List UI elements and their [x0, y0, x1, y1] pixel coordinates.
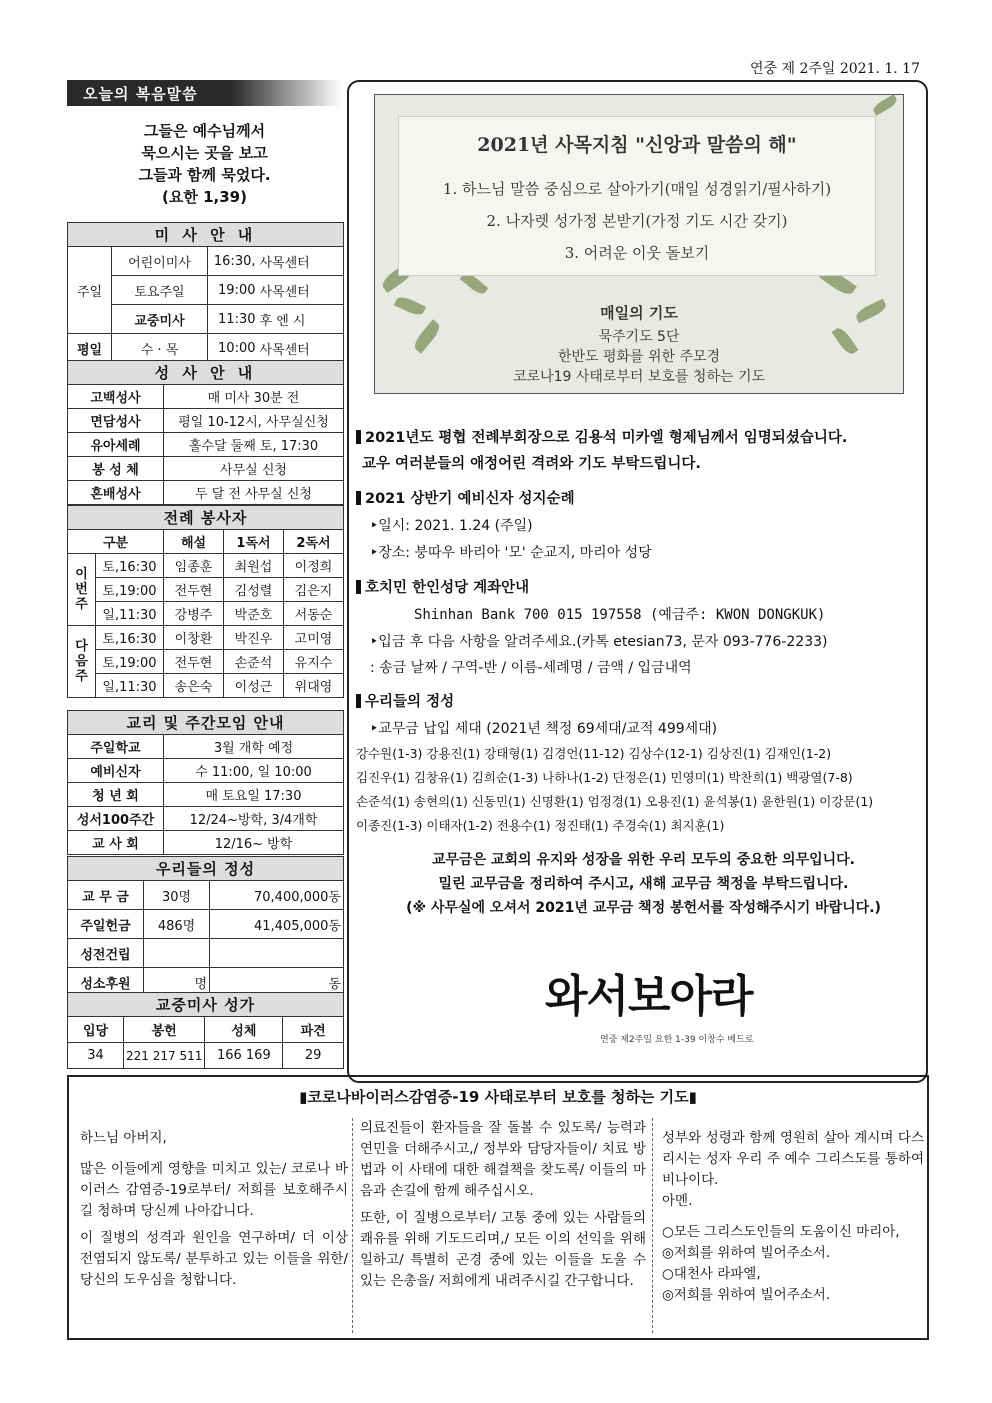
mass-name: 수 · 목 [112, 334, 208, 363]
hymn-number: 221 217 511 [124, 1043, 205, 1069]
mass-schedule-table [67, 222, 344, 363]
prayer-column-1 [80, 1128, 348, 1291]
banner-item: 3. 어려운 이웃 돌보기 [564, 244, 710, 262]
meeting-name: 청 년 회 [68, 783, 164, 807]
liturgy-table [67, 505, 344, 698]
banner-title: 2021년 사목지침 "신앙과 말씀의 해" [477, 134, 797, 156]
notice-title: 호치민 한인성당 계좌안내 [365, 580, 530, 596]
mass-place: 사목센터 [258, 276, 344, 305]
pilgrimage-place: ‣장소: 붕따우 바리아 '모' 순교지, 마리아 성당 [370, 545, 652, 561]
this-week-label: 이번주 [68, 554, 96, 626]
calligraphy-artwork: 와서보아라 [545, 971, 753, 1022]
duty-line: 밀린 교무금을 정리하여 주시고, 새해 교무금 책정을 부탁드립니다. [438, 876, 849, 892]
notice-offering-title [356, 690, 454, 715]
column-divider [352, 1118, 353, 1333]
notice-text: 교우 여러분들의 애정어린 격려와 기도 부탁드립니다. [362, 456, 701, 472]
prayer-response: ◎저희를 위하여 빌어주소서. [662, 1245, 831, 1261]
prayer-paragraph: 이 질병의 성격과 원인을 연구하며/ 더 이상 전염되지 않도록/ 분투하고 있는 이들을 위한/ 당신의 도우심을 청합니다. [80, 1230, 348, 1288]
sacrament-name: 고백성사 [68, 385, 164, 409]
donor-line: 손준석(1) 송현의(1) 신동민(1) 신명환(1) 엄정경(1) 오용진(1) 윤석봉(1) 윤한원(1) 이강문(1) [356, 794, 874, 809]
hymn-number: 34 [68, 1043, 124, 1069]
liturgy-time: 토,16:30 [96, 554, 164, 578]
offering-household-count: ‣교무금 납입 세대 (2021년 책정 69세대/교적 499세대) [370, 721, 718, 737]
liturgy-person: 김은지 [284, 578, 344, 602]
meeting-info: 매 토요일 17:30 [164, 783, 344, 807]
hymn-number: 166 169 [205, 1043, 283, 1069]
pilgrimage-date: ‣일시: 2021. 1.24 (주일) [370, 518, 533, 534]
offering-name: 교 무 금 [68, 881, 144, 910]
bullet-icon [356, 580, 361, 594]
liturgy-person: 고미영 [284, 626, 344, 650]
liturgy-person: 강병주 [164, 602, 224, 626]
offering-name: 성소후원 [68, 968, 144, 997]
sacrament-info: 평일 10-12시, 사무실신청 [164, 409, 344, 433]
duty-line: (※ 사무실에 오셔서 2021년 교무금 책정 봉헌서를 작성해주시기 바랍니다.) [406, 900, 881, 916]
liturgy-person: 송은숙 [164, 674, 224, 698]
prayer-versicle: ○모든 그리스도인들의 도움이신 마리아, [662, 1224, 900, 1240]
deposit-items: : 송금 날짜 / 구역-반 / 이름-세례명 / 금액 / 입금내역 [370, 660, 692, 676]
mass-place: 사목센터 [258, 334, 344, 363]
liturgy-person: 박진우 [224, 626, 284, 650]
prayer-paragraph: 성부와 성령과 함께 영원히 살아 계시며 다스리시는 성자 우리 주 예수 그리스도를 통하여 비나이다. [662, 1130, 924, 1188]
sacrament-table [67, 360, 344, 505]
mass-name: 토요주일 [112, 276, 208, 305]
gospel-line: 그들과 함께 묵었다. [138, 166, 271, 184]
liturgy-time: 토,16:30 [96, 626, 164, 650]
sacrament-info: 매 미사 30분 전 [164, 385, 344, 409]
offering-count: 명 [144, 968, 210, 997]
mass-name: 어린이미사 [112, 247, 208, 276]
sacrament-header: 성 사 안 내 [68, 361, 344, 385]
liturgy-person: 임종훈 [164, 554, 224, 578]
bulletin-date: 연중 제 2주일 2021. 1. 17 [749, 61, 920, 77]
meeting-info: 12/16~ 방학 [164, 831, 344, 855]
offering-count [144, 939, 210, 968]
hymn-col: 봉헌 [124, 1017, 205, 1043]
gospel-line: 그들은 예수님께서 [143, 122, 266, 140]
daily-prayer-item: 코로나19 사태로부터 보호를 청하는 기도 [513, 369, 765, 385]
meetings-header: 교리 및 주간모임 안내 [68, 711, 344, 735]
daily-prayer-item: 묵주기도 5단 [598, 329, 680, 345]
offering-count: 30명 [144, 881, 210, 910]
liturgy-person: 이성근 [224, 674, 284, 698]
notice-pilgrimage-title [356, 487, 575, 512]
offerings-header: 우리들의 정성 [68, 857, 344, 881]
weekday-label: 평일 [68, 334, 112, 363]
hymns-header: 교중미사 성가 [68, 993, 344, 1017]
offering-amount: 41,405,000동 [210, 910, 344, 939]
hymns-table [67, 992, 344, 1069]
liturgy-person: 위대영 [284, 674, 344, 698]
bank-account: Shinhan Bank 700 015 197558 (예금주: KWON DONGKUK) [414, 607, 826, 623]
donor-line: 강수원(1-3) 강용진(1) 강태형(1) 김경언(11-12) 김상수(12-1) 김상진(1) 김재인(1-2) [356, 746, 832, 761]
bullet-icon [356, 491, 361, 505]
hymn-col: 파견 [283, 1017, 344, 1043]
mass-time: 11:30 [208, 305, 258, 334]
sunday-label: 주일 [68, 247, 112, 334]
covid-prayer-title: ▮코로나바이러스감염증-19 사태로부터 보호를 청하는 기도▮ [299, 1088, 697, 1106]
prayer-versicle: ○대천사 라파엘, [662, 1266, 761, 1282]
meeting-info: 수 11:00, 일 10:00 [164, 759, 344, 783]
liturgy-person: 유지수 [284, 650, 344, 674]
bullet-icon [356, 430, 361, 444]
liturgy-col: 구분 [68, 530, 164, 554]
liturgy-person: 손준석 [224, 650, 284, 674]
liturgy-col: 1독서 [224, 530, 284, 554]
liturgy-person: 이창환 [164, 626, 224, 650]
mass-place: 후 엔 시 [258, 305, 344, 334]
liturgy-time: 토,19:00 [96, 578, 164, 602]
meeting-name: 주일학교 [68, 735, 164, 759]
bullet-icon [356, 694, 361, 708]
sacrament-info: 사무실 신청 [164, 457, 344, 481]
meeting-info: 3월 개학 예정 [164, 735, 344, 759]
liturgy-col: 해설 [164, 530, 224, 554]
mass-time: 16:30, [208, 247, 258, 276]
hymn-number: 29 [283, 1043, 344, 1069]
meeting-name: 예비신자 [68, 759, 164, 783]
mass-time: 10:00 [208, 334, 258, 363]
prayer-paragraph: 의료진들이 환자들을 잘 돌볼 수 있도록/ 능력과 연민을 더해주시고,/ 정부와 담당자들이/ 치료 방법과 이 사태에 대한 해결책을 찾도록/ 이들의 마음과 손길에 함께 해주십시오. [360, 1120, 646, 1199]
prayer-amen: 아멘. [662, 1193, 693, 1209]
daily-prayer-item: 한반도 평화를 위한 주모경 [557, 349, 721, 365]
calligraphy-caption: 연중 제2주일 요한 1-39 이창수 베드로 [600, 1035, 754, 1045]
notice-title: 2021 상반기 예비신자 성지순례 [365, 491, 575, 507]
prayer-column-2 [360, 1118, 646, 1292]
notice-appointment [356, 426, 847, 451]
duty-line: 교무금은 교회의 유지와 성장을 위한 우리 모두의 중요한 의무입니다. [432, 852, 855, 868]
hymn-col: 입당 [68, 1017, 124, 1043]
offering-name: 주일헌금 [68, 910, 144, 939]
sacrament-info: 두 달 전 사무실 신청 [164, 481, 344, 505]
gospel-title: 오늘의 복음말씀 [67, 80, 342, 106]
mass-time: 19:00 [208, 276, 258, 305]
liturgy-person: 최원섭 [224, 554, 284, 578]
liturgy-person: 이정희 [284, 554, 344, 578]
sacrament-name: 혼배성사 [68, 481, 164, 505]
liturgy-header: 전례 봉사자 [68, 506, 344, 530]
offering-count: 486명 [144, 910, 210, 939]
sacrament-name: 유아세례 [68, 433, 164, 457]
daily-prayer-title: 매일의 기도 [600, 304, 678, 322]
liturgy-time: 일,11:30 [96, 602, 164, 626]
column-divider [652, 1118, 653, 1333]
liturgy-col: 2독서 [284, 530, 344, 554]
gospel-line: 묵으시는 곳을 보고 [141, 144, 268, 162]
sacrament-name: 면담성사 [68, 409, 164, 433]
deposit-instruction: ‣입금 후 다음 사항을 알려주세요.(카톡 etesian73, 문자 093-776-2233) [370, 634, 828, 650]
gospel-reference: (요한 1,39) [162, 188, 247, 206]
liturgy-person: 서동순 [284, 602, 344, 626]
liturgy-person: 김성렬 [224, 578, 284, 602]
liturgy-time: 일,11:30 [96, 674, 164, 698]
notice-title: 우리들의 정성 [365, 694, 455, 710]
meeting-name: 교 사 회 [68, 831, 164, 855]
offerings-table [67, 856, 344, 997]
liturgy-person: 박준호 [224, 602, 284, 626]
prayer-paragraph: 또한, 이 질병으로부터/ 고통 중에 있는 사람들의 쾌유를 위해 기도드리며,/ 모든 이의 선익을 위해 일하고/ 특별히 곤경 중에 있는 이들을 도울 수 있는 은총을/ 저희에게 내려주시길 간구합니다. [360, 1210, 646, 1289]
liturgy-person: 전두현 [164, 650, 224, 674]
offering-amount [210, 939, 344, 968]
mass-name: 교중미사 [112, 305, 208, 334]
mass-place: 사목센터 [258, 247, 344, 276]
donor-line: 김진우(1) 김창유(1) 김희순(1-3) 나하나(1-2) 단정은(1) 민영미(1) 박찬희(1) 백광열(7-8) [356, 770, 853, 785]
prayer-column-3 [662, 1128, 924, 1306]
notice-text: 2021년도 평협 전례부회장으로 김용석 미카엘 형제님께서 임명되셨습니다. [365, 430, 848, 446]
liturgy-time: 토,19:00 [96, 650, 164, 674]
sacrament-name: 봉 성 체 [68, 457, 164, 481]
hymn-col: 성체 [205, 1017, 283, 1043]
offering-amount: 70,400,000동 [210, 881, 344, 910]
meetings-table [67, 710, 344, 855]
liturgy-person: 전두현 [164, 578, 224, 602]
donor-line: 이종진(1-3) 이태자(1-2) 전용수(1) 정진태(1) 주경숙(1) 최지훈(1) [356, 818, 725, 833]
notice-account-title [356, 576, 529, 601]
banner-item: 1. 하느님 말씀 중심으로 살아가기(매일 성경읽기/필사하기) [442, 180, 832, 198]
offering-duty-message [356, 848, 931, 920]
offering-amount: 동 [210, 968, 344, 997]
donor-names [356, 742, 931, 838]
meeting-info: 12/24~방학, 3/4개학 [164, 807, 344, 831]
offering-name: 성전건립 [68, 939, 144, 968]
gospel-verse [67, 120, 342, 208]
mass-header: 미 사 안 내 [68, 223, 344, 247]
prayer-paragraph: 하느님 아버지, [80, 1130, 167, 1146]
meeting-name: 성서100주간 [68, 807, 164, 831]
next-week-label: 다음주 [68, 626, 96, 698]
banner-item: 2. 나자렛 성가정 본받기(가정 기도 시간 갖기) [486, 212, 788, 230]
sacrament-info: 홀수달 둘째 토, 17:30 [164, 433, 344, 457]
prayer-response: ◎저희를 위하여 빌어주소서. [662, 1287, 831, 1303]
prayer-paragraph: 많은 이들에게 영향을 미치고 있는/ 코로나 바이러스 감염증-19로부터/ 저희를 보호해주시길 청하며 당신께 나아갑니다. [80, 1161, 348, 1219]
